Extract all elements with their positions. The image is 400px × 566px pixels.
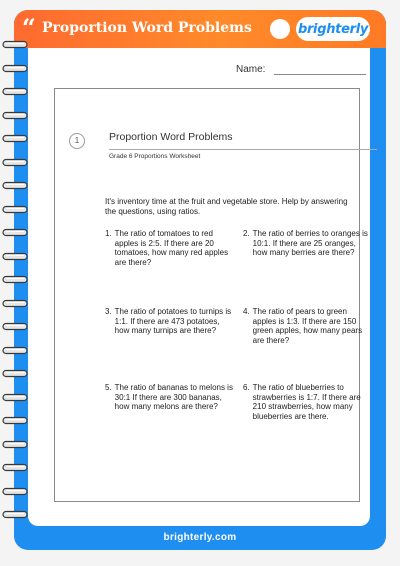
question-text: The ratio of tomatoes to red apples is 2:5. If there are 20 tomatoes, how many red apples are there?: [114, 229, 229, 267]
spiral-ring: [2, 369, 28, 378]
spiral-ring: [2, 393, 28, 402]
footer-url[interactable]: brighterly.com: [163, 532, 237, 543]
spiral-ring: [2, 487, 28, 496]
spiral-ring: [2, 299, 28, 308]
header-circle-icon: [270, 19, 290, 39]
name-label: Name:: [236, 64, 266, 75]
question-3: [105, 307, 233, 336]
worksheet-sheet: [28, 48, 370, 526]
question-text: The ratio of pears to green apples is 1:3. If there are 150 green apples, how many pears are there?: [252, 307, 363, 345]
question-2: [243, 229, 371, 258]
worksheet-frame: [54, 88, 368, 502]
worksheet-number-badge: 1: [69, 133, 85, 149]
worksheet-page: [14, 10, 386, 550]
question-text: The ratio of potatoes to turnips is 1:1. If there are 473 potatoes, how many turnips are there?: [114, 307, 232, 335]
spiral-ring: [2, 275, 28, 284]
question-number: 4.: [243, 307, 250, 316]
spiral-ring: [2, 134, 28, 143]
question-text: The ratio of berries to oranges is 10:1. If there are 25 oranges, how many berries are there?: [252, 229, 368, 257]
spiral-ring: [2, 463, 28, 472]
spiral-ring: [2, 252, 28, 261]
question-6: [243, 383, 371, 421]
question-5: [105, 383, 233, 412]
question-text: The ratio of blueberries to strawberries is 1:7. If there are 210 strawberries, how many blueberries are there.: [252, 383, 361, 421]
question-number: 6.: [243, 383, 250, 392]
spiral-ring: [2, 440, 28, 449]
question-1: [105, 229, 233, 267]
spiral-ring: [2, 416, 28, 425]
spiral-ring: [2, 87, 28, 96]
worksheet-subtitle: Grade 6 Proportions Worksheet: [109, 153, 201, 160]
header-title: Proportion Word Problems: [42, 20, 252, 36]
header-bar: [14, 10, 386, 48]
spiral-ring: [2, 322, 28, 331]
spiral-ring: [2, 64, 28, 73]
spiral-ring: [2, 205, 28, 214]
worksheet-intro: It's inventory time at the fruit and vegetable store. Help by answering the questions, using ratios.: [105, 197, 348, 216]
quote-icon: “: [22, 13, 36, 42]
spiral-ring: [2, 510, 28, 519]
spiral-ring: [2, 346, 28, 355]
question-4: [243, 307, 371, 345]
name-field-line: [274, 74, 366, 75]
question-number: 3.: [105, 307, 112, 316]
question-text: The ratio of bananas to melons is 30:1 If there are 300 bananas, how many melons are there?: [114, 383, 233, 411]
worksheet-title: Proportion Word Problems: [109, 131, 233, 143]
question-number: 5.: [105, 383, 112, 392]
spiral-ring: [2, 158, 28, 167]
logo-text: brighterly: [297, 21, 369, 37]
spiral-ring: [2, 40, 28, 49]
spiral-ring: [2, 228, 28, 237]
title-divider: [109, 149, 377, 150]
question-number: 2.: [243, 229, 250, 238]
spiral-ring: [2, 181, 28, 190]
spiral-ring: [2, 111, 28, 120]
brighterly-logo[interactable]: [296, 17, 370, 41]
question-number: 1.: [105, 229, 112, 238]
